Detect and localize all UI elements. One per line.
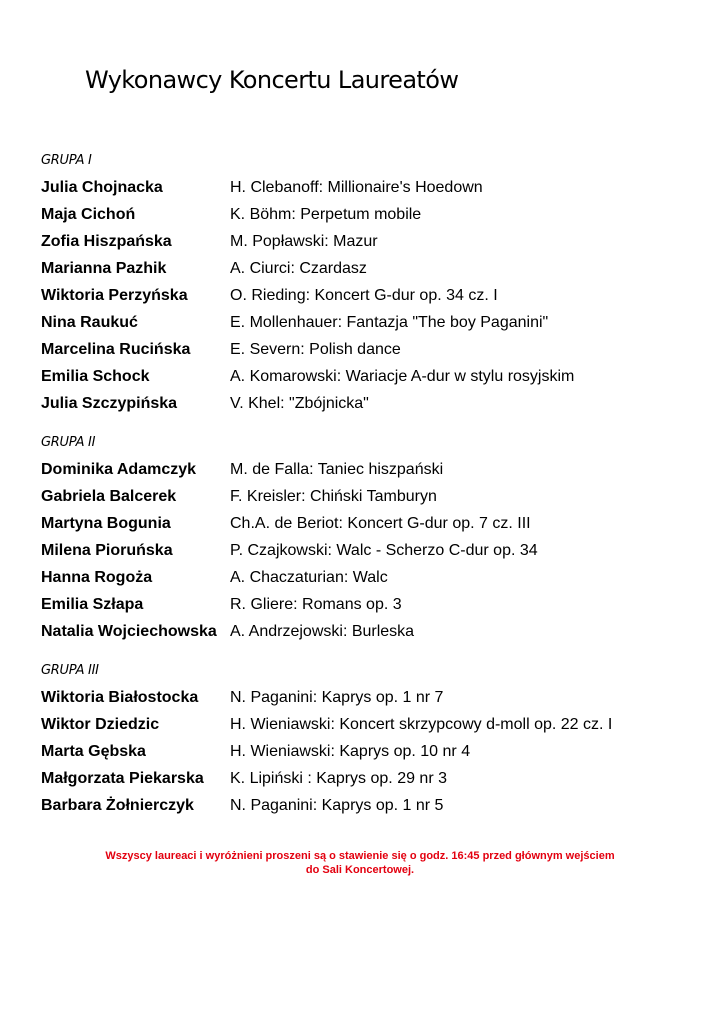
performer-name: Wiktoria Białostocka [41, 689, 199, 706]
piece-title: A. Komarowski: Wariacje A-dur w stylu rosyjskim [230, 368, 575, 385]
performer-row [41, 228, 701, 255]
performer-groups [41, 150, 701, 834]
performer-row [41, 483, 701, 510]
group-3 [41, 660, 701, 819]
piece-title: H. Clebanoff: Millionaire's Hoedown [230, 179, 483, 196]
performer-row [41, 684, 701, 711]
performer-row [41, 309, 701, 336]
performer-row [41, 201, 701, 228]
group-label: GRUPA I [41, 153, 92, 168]
piece-title: M. Popławski: Mazur [230, 233, 378, 250]
piece-title: H. Wieniawski: Kaprys op. 10 nr 4 [230, 743, 471, 760]
performer-name: Emilia Schock [41, 368, 150, 385]
piece-title: E. Severn: Polish dance [230, 341, 401, 358]
performer-name: Dominika Adamczyk [41, 461, 197, 478]
page-title: Wykonawcy Koncertu Laureatów [85, 66, 459, 94]
piece-title: E. Mollenhauer: Fantazja "The boy Paganini" [230, 314, 549, 331]
notice-line: Wszyscy laureaci i wyróżnieni proszeni są o stawienie się o godz. 16:45 przed głównym wejściem [105, 850, 615, 862]
performer-name: Julia Szczypińska [41, 395, 178, 412]
piece-title: R. Gliere: Romans op. 3 [230, 596, 402, 613]
piece-title: K. Lipiński : Kaprys op. 29 nr 3 [230, 770, 447, 787]
performer-name: Julia Chojnacka [41, 179, 163, 196]
group-2 [41, 432, 701, 645]
arrival-notice [60, 849, 660, 877]
piece-title: P. Czajkowski: Walc - Scherzo C-dur op. 34 [230, 542, 538, 559]
piece-title: A. Andrzejowski: Burleska [230, 623, 415, 640]
performer-name: Natalia Wojciechowska [41, 623, 217, 640]
piece-title: H. Wieniawski: Koncert skrzypcowy d-moll op. 22 cz. I [230, 716, 613, 733]
performer-name: Marcelina Rucińska [41, 341, 191, 358]
performer-name: Barbara Żołnierczyk [41, 797, 194, 814]
performer-row [41, 390, 701, 417]
performer-name: Wiktor Dziedzic [41, 716, 160, 733]
performer-name: Gabriela Balcerek [41, 488, 177, 505]
performer-row [41, 711, 701, 738]
performer-row [41, 564, 701, 591]
piece-title: K. Böhm: Perpetum mobile [230, 206, 422, 223]
group-1 [41, 150, 701, 417]
performer-name: Hanna Rogoża [41, 569, 153, 586]
performer-row [41, 765, 701, 792]
group-label: GRUPA II [41, 435, 96, 450]
performer-name: Zofia Hiszpańska [41, 233, 172, 250]
piece-title: A. Chaczaturian: Walc [230, 569, 388, 586]
piece-title: A. Ciurci: Czardasz [230, 260, 367, 277]
performer-row [41, 456, 701, 483]
performer-name: Marta Gębska [41, 743, 146, 760]
piece-title: Ch.A. de Beriot: Koncert G-dur op. 7 cz. III [230, 515, 531, 532]
performer-name: Maja Cichoń [41, 206, 136, 223]
piece-title: N. Paganini: Kaprys op. 1 nr 5 [230, 797, 444, 814]
piece-title: N. Paganini: Kaprys op. 1 nr 7 [230, 689, 444, 706]
performer-row [41, 510, 701, 537]
performer-name: Nina Raukuć [41, 314, 138, 331]
performer-row [41, 792, 701, 819]
performer-row [41, 336, 701, 363]
piece-title: O. Rieding: Koncert G-dur op. 34 cz. I [230, 287, 498, 304]
piece-title: F. Kreisler: Chiński Tamburyn [230, 488, 437, 505]
piece-title: M. de Falla: Taniec hiszpański [230, 461, 444, 478]
performer-row [41, 363, 701, 390]
performer-row [41, 591, 701, 618]
notice-line: do Sali Koncertowej. [305, 864, 415, 876]
performer-row [41, 174, 701, 201]
performer-row [41, 255, 701, 282]
performer-row [41, 738, 701, 765]
performer-name: Emilia Szłapa [41, 596, 144, 613]
performer-name: Marianna Pazhik [41, 260, 167, 277]
performer-row [41, 618, 701, 645]
performer-name: Małgorzata Piekarska [41, 770, 204, 787]
performer-row [41, 537, 701, 564]
piece-title: V. Khel: "Zbójnicka" [230, 395, 369, 412]
performer-name: Milena Pioruńska [41, 542, 173, 559]
performer-row [41, 282, 701, 309]
performer-name: Wiktoria Perzyńska [41, 287, 188, 304]
group-label: GRUPA III [41, 663, 99, 678]
performer-name: Martyna Bogunia [41, 515, 171, 532]
